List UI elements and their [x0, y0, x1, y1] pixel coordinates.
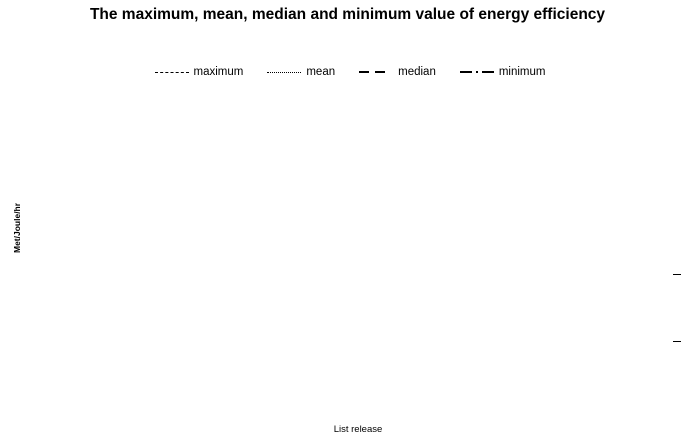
legend-occlusion	[100, 80, 600, 86]
legend-item-median	[359, 66, 436, 78]
legend-item-maximum	[155, 66, 244, 78]
legend-item-mean	[267, 66, 335, 78]
legend-label-minimum: minimum	[498, 66, 546, 78]
right-axis-tick-lower	[673, 341, 681, 342]
legend-item-minimum	[460, 66, 546, 78]
x-axis-label: List release	[333, 424, 383, 435]
y-axis-label: Met/Joule/hr	[12, 202, 22, 254]
legend-line-minimum-icon	[460, 71, 494, 72]
legend-label-median: median	[398, 66, 436, 78]
legend-label-mean: mean	[306, 66, 336, 78]
chart-title: The maximum, mean, median and minimum value of energy efficiency	[89, 6, 606, 23]
chart-legend	[100, 66, 600, 86]
legend-line-maximum-icon	[155, 72, 189, 73]
legend-line-median-icon	[359, 71, 393, 72]
legend-line-mean-icon	[267, 72, 301, 73]
plot-area	[40, 92, 670, 412]
legend-label-maximum: maximum	[193, 66, 244, 78]
right-axis-tick-upper	[673, 274, 681, 275]
